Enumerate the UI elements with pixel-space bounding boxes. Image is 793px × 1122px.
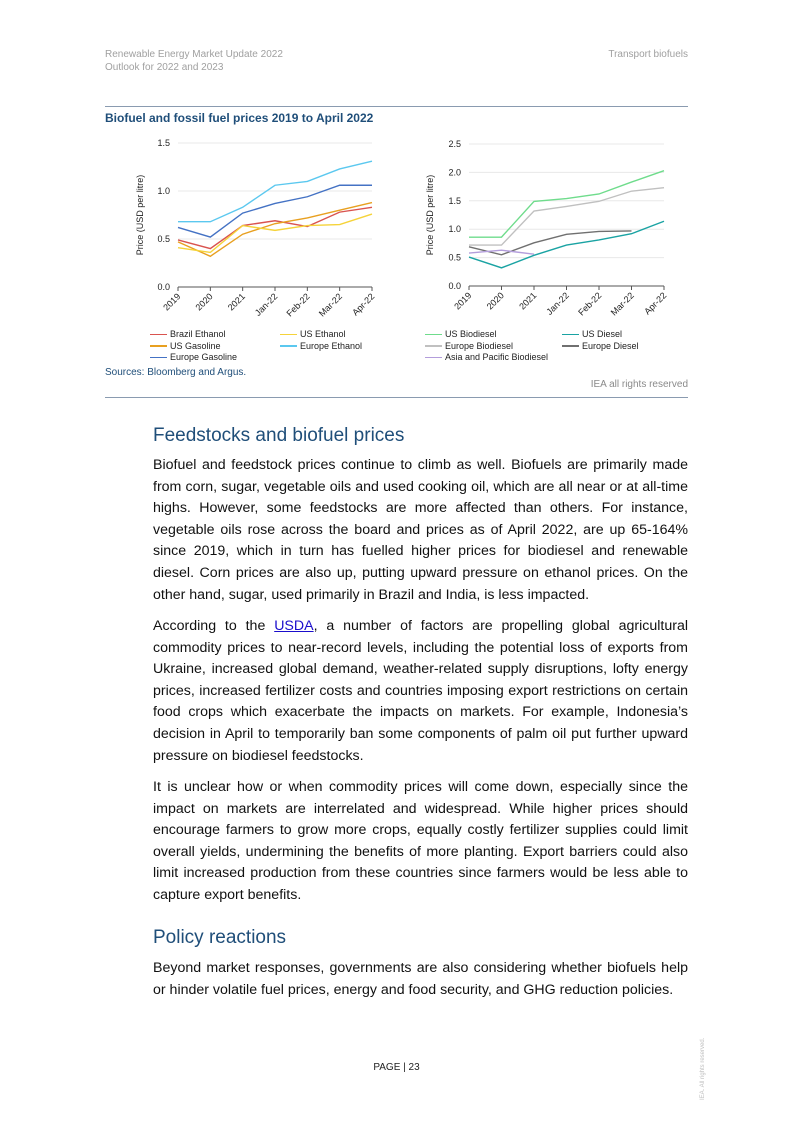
section-heading-policy: Policy reactions: [153, 927, 287, 948]
legend-label: Europe Diesel: [582, 340, 639, 351]
x-tick-label: 2021: [225, 291, 248, 313]
legend-label: US Gasoline: [170, 340, 221, 351]
x-tick-label: 2021: [517, 290, 539, 312]
paragraph-2: [153, 616, 688, 767]
legend-item: [280, 329, 346, 341]
legend-swatch: [150, 345, 167, 347]
x-tick-label: 2020: [193, 291, 215, 313]
page-number: PAGE | 23: [373, 1062, 420, 1073]
legend-swatch: [425, 357, 442, 359]
y-axis-label: Price (USD per litre): [425, 174, 435, 256]
legend-swatch: [150, 357, 167, 359]
left-chart: [130, 135, 390, 325]
legend-label: Brazil Ethanol: [170, 329, 226, 339]
series-line-brazil-ethanol: [178, 207, 372, 248]
legend-label: US Ethanol: [300, 329, 346, 339]
legend-label: Europe Ethanol: [300, 340, 363, 351]
legend-label: Asia and Pacific Biodiesel: [445, 352, 549, 362]
y-tick-label: 1.5: [157, 138, 170, 148]
legend-item: [425, 341, 513, 353]
legend-swatch: [425, 345, 442, 347]
x-tick-label: 2019: [161, 291, 183, 313]
p2-text-end: , a number of factors are propelling global agricultural commodity prices to near-record levels, including the potential loss of exports from Ukraine, increased global demand, weather-related supply disruptions, lofty energy prices, increased fertilizer costs and countries imposing export restrictions on certain food crops which exacerbate the impacts on markets. For example, Indonesia’s decision in April to temporarily ban some components of palm oil put further upward pressure on biodiesel feedstocks.: [153, 618, 689, 764]
figure-title: Biofuel and fossil fuel prices 2019 to April 2022: [105, 111, 374, 125]
usda-link[interactable]: USDA: [274, 618, 314, 634]
x-tick-label: Jan-22: [544, 290, 571, 317]
section-heading-feedstocks: Feedstocks and biofuel prices: [153, 425, 405, 446]
header-right: Transport biofuels: [608, 49, 688, 60]
y-tick-label: 1.0: [157, 186, 170, 196]
series-line-us-biodiesel: [469, 171, 664, 237]
y-tick-label: 2.5: [448, 139, 461, 149]
y-tick-label: 1.0: [448, 224, 461, 235]
legend-swatch: [425, 334, 442, 336]
legend-label: US Biodiesel: [445, 329, 497, 339]
x-tick-label: Feb-22: [576, 290, 604, 318]
x-tick-label: Feb-22: [284, 291, 312, 319]
side-rights-note: IEA. All rights reserved.: [700, 1037, 706, 1100]
x-tick-label: 2020: [484, 290, 506, 312]
legend-item: [150, 329, 226, 341]
legend-label: Europe Gasoline: [170, 352, 238, 362]
report-title: Renewable Energy Market Update 2022: [105, 49, 283, 60]
legend-item: [150, 341, 221, 353]
paragraph-4: Beyond market responses, governments are also considering whether biofuels help or hinder volatile fuel prices, energy and food security, and GHG reduction policies.: [153, 960, 688, 998]
series-line-asia-and-pacific-biodiesel: [469, 250, 534, 254]
figure-top-rule: [105, 106, 688, 107]
figure-sources: Sources: Bloomberg and Argus.: [105, 367, 247, 378]
y-tick-label: 0.0: [448, 281, 461, 291]
legend-item: [562, 329, 622, 341]
figure-bottom-rule: [105, 397, 688, 398]
x-tick-label: Mar-22: [608, 290, 636, 318]
legend-swatch: [280, 345, 297, 347]
legend-swatch: [562, 334, 579, 336]
y-tick-label: 0.5: [448, 252, 461, 263]
y-axis-label: Price (USD per litre): [135, 174, 145, 256]
y-tick-label: 2.0: [448, 167, 461, 178]
legend-item: [425, 329, 497, 341]
x-tick-label: Apr-22: [642, 290, 669, 317]
legend-label: US Diesel: [582, 329, 623, 339]
legend-swatch: [562, 345, 579, 347]
x-tick-label: Mar-22: [316, 291, 345, 319]
p2-text-start: According to the: [153, 618, 275, 634]
paragraph-1: Biofuel and feedstock prices continue to climb as well. Biofuels are primarily made from corn, sugar, vegetable oils and used cooking oil, which are all near or at all-time highs. However, some feedstocks are more affected than others. For instance, vegetable oils rose across the board and prices as of April 2022, are up 65-164% since 2019, which in turn has fuelled higher prices for biodiesel and renewable diesel. Corn prices are also up, putting upward pressure on ethanol prices. On the other hand, sugar, used primarily in Brazil and India, is less impacted.: [153, 457, 688, 603]
legend-item: [280, 341, 362, 353]
report-subtitle: Outlook for 2022 and 2023: [105, 62, 224, 73]
legend-swatch: [150, 334, 167, 336]
header-left: [105, 48, 283, 74]
y-tick-label: 1.5: [448, 195, 461, 206]
series-line-us-ethanol: [178, 214, 372, 252]
legend-swatch: [280, 334, 297, 336]
legend-item: [562, 341, 639, 353]
figure-rights: IEA all rights reserved: [590, 379, 688, 390]
y-tick-label: 0.5: [157, 234, 170, 244]
x-tick-label: Jan-22: [252, 291, 280, 318]
legend-item: [150, 352, 237, 364]
y-tick-label: 0.0: [157, 282, 170, 292]
legend-label: Europe Biodiesel: [445, 340, 514, 351]
x-tick-label: 2019: [452, 290, 474, 312]
x-tick-label: Apr-22: [350, 291, 377, 318]
paragraph-3: It is unclear how or when commodity prices will come down, especially since the impact on markets are interrelated and widespread. While higher prices should encourage farmers to grow more crops, equally costly fertilizer supplies could limit overall yields, undermining the benefits of more planting. Export barriers could also limit increased production from these countries since farmers would be less able to capture export benefits.: [153, 779, 688, 903]
legend-item: [425, 352, 548, 364]
right-chart: [420, 135, 680, 325]
